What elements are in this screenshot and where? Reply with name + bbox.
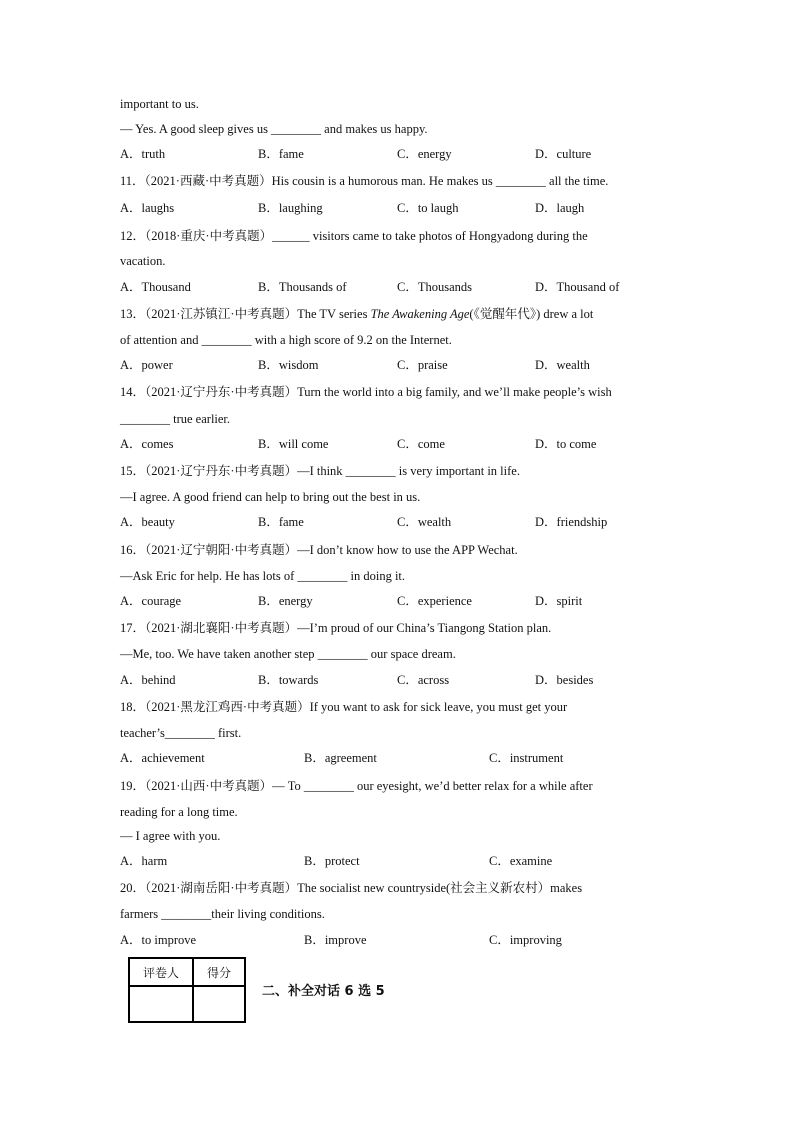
question-stem: teacher’s________ first. <box>120 726 242 740</box>
grader-cell <box>129 986 193 1022</box>
answer-option[interactable]: B．improve <box>304 933 367 947</box>
answer-option[interactable]: B．laughing <box>258 201 323 215</box>
text-line: important to us. <box>120 97 199 111</box>
answer-option[interactable]: B．energy <box>258 594 313 608</box>
answer-option[interactable]: B．Thousands of <box>258 280 347 294</box>
question-stem: 13．（2021·江苏镇江·中考真题）The TV series The Awakening Age(《觉醒年代》) drew a lot <box>120 307 594 321</box>
score-cell <box>193 986 245 1022</box>
answer-option[interactable]: B．agreement <box>304 751 377 765</box>
answer-option[interactable]: A．to improve <box>120 933 197 947</box>
question-stem: farmers ________their living conditions. <box>120 907 325 921</box>
section-title: 二、补全对话 6 选 5 <box>262 984 385 999</box>
answer-option[interactable]: D．to come <box>535 437 597 451</box>
question-stem: 20．（2021·湖南岳阳·中考真题）The socialist new countryside(社会主义新农村）makes <box>120 881 583 895</box>
answer-option[interactable]: A．beauty <box>120 515 175 529</box>
answer-option[interactable]: B．protect <box>304 854 360 868</box>
question-stem: 19．（2021·山西·中考真题）— To ________ our eyesight, we’d better relax for a while after <box>120 779 593 793</box>
answer-option[interactable]: A．courage <box>120 594 182 608</box>
answer-option[interactable]: C．across <box>397 673 450 687</box>
grader-header: 评卷人 <box>129 958 193 986</box>
answer-option[interactable]: C．to laugh <box>397 201 459 215</box>
answer-option[interactable]: B．fame <box>258 147 304 161</box>
answer-option[interactable]: C．energy <box>397 147 452 161</box>
question-stem: vacation. <box>120 254 166 268</box>
answer-option[interactable]: A．behind <box>120 673 176 687</box>
answer-option[interactable]: A．comes <box>120 437 174 451</box>
answer-option[interactable]: A．power <box>120 358 173 372</box>
answer-option[interactable]: C．examine <box>489 854 553 868</box>
answer-option[interactable]: C．instrument <box>489 751 564 765</box>
question-stem: 16．（2021·辽宁朝阳·中考真题）—I don’t know how to use the APP Wechat. <box>120 543 518 557</box>
answer-option[interactable]: A．achievement <box>120 751 205 765</box>
question-stem: 14．（2021·辽宁丹东·中考真题）Turn the world into a big family, and we’ll make people’s wish <box>120 385 612 399</box>
question-stem: of attention and ________ with a high score of 9.2 on the Internet. <box>120 333 452 347</box>
answer-option[interactable]: C．Thousands <box>397 280 473 294</box>
answer-option[interactable]: B．fame <box>258 515 304 529</box>
answer-option[interactable]: A．Thousand <box>120 280 191 294</box>
question-stem: 11．（2021·西藏·中考真题）His cousin is a humorous man. He makes us ________ all the time. <box>120 174 609 188</box>
question-stem: ________ true earlier. <box>120 412 231 426</box>
answer-option[interactable]: D．wealth <box>535 358 590 372</box>
answer-option[interactable]: A．truth <box>120 147 166 161</box>
score-table <box>128 957 246 1023</box>
answer-option[interactable]: D．friendship <box>535 515 608 529</box>
answer-option[interactable]: D．besides <box>535 673 594 687</box>
answer-option[interactable]: C．praise <box>397 358 448 372</box>
text-line: — Yes. A good sleep gives us ________ and makes us happy. <box>120 122 428 136</box>
answer-option[interactable]: C．improving <box>489 933 562 947</box>
question-stem: reading for a long time. <box>120 805 238 819</box>
answer-option[interactable]: D．laugh <box>535 201 585 215</box>
answer-option[interactable]: D．spirit <box>535 594 583 608</box>
answer-option[interactable]: B．will come <box>258 437 329 451</box>
answer-option[interactable]: C．experience <box>397 594 472 608</box>
question-stem: —Ask Eric for help. He has lots of ________ in doing it. <box>120 569 406 583</box>
question-stem: — I agree with you. <box>120 829 221 843</box>
answer-option[interactable]: B．towards <box>258 673 319 687</box>
answer-option[interactable]: A．laughs <box>120 201 175 215</box>
question-stem: 17．（2021·湖北襄阳·中考真题）—I’m proud of our China’s Tiangong Station plan. <box>120 621 552 635</box>
question-stem: 18．（2021·黑龙江鸡西·中考真题）If you want to ask for sick leave, you must get your <box>120 700 568 714</box>
answer-option[interactable]: A．harm <box>120 854 168 868</box>
answer-option[interactable]: B．wisdom <box>258 358 319 372</box>
answer-option[interactable]: C．come <box>397 437 445 451</box>
question-stem: —Me, too. We have taken another step ________ our space dream. <box>120 647 456 661</box>
score-header: 得分 <box>193 958 245 986</box>
question-stem: 12．（2018·重庆·中考真题）______ visitors came to take photos of Hongyadong during the <box>120 229 588 243</box>
question-stem: —I agree. A good friend can help to bring out the best in us. <box>120 490 421 504</box>
answer-option[interactable]: D．culture <box>535 147 592 161</box>
answer-option[interactable]: C．wealth <box>397 515 452 529</box>
answer-option[interactable]: D．Thousand of <box>535 280 620 294</box>
question-stem: 15．（2021·辽宁丹东·中考真题）—I think ________ is very important in life. <box>120 464 520 478</box>
